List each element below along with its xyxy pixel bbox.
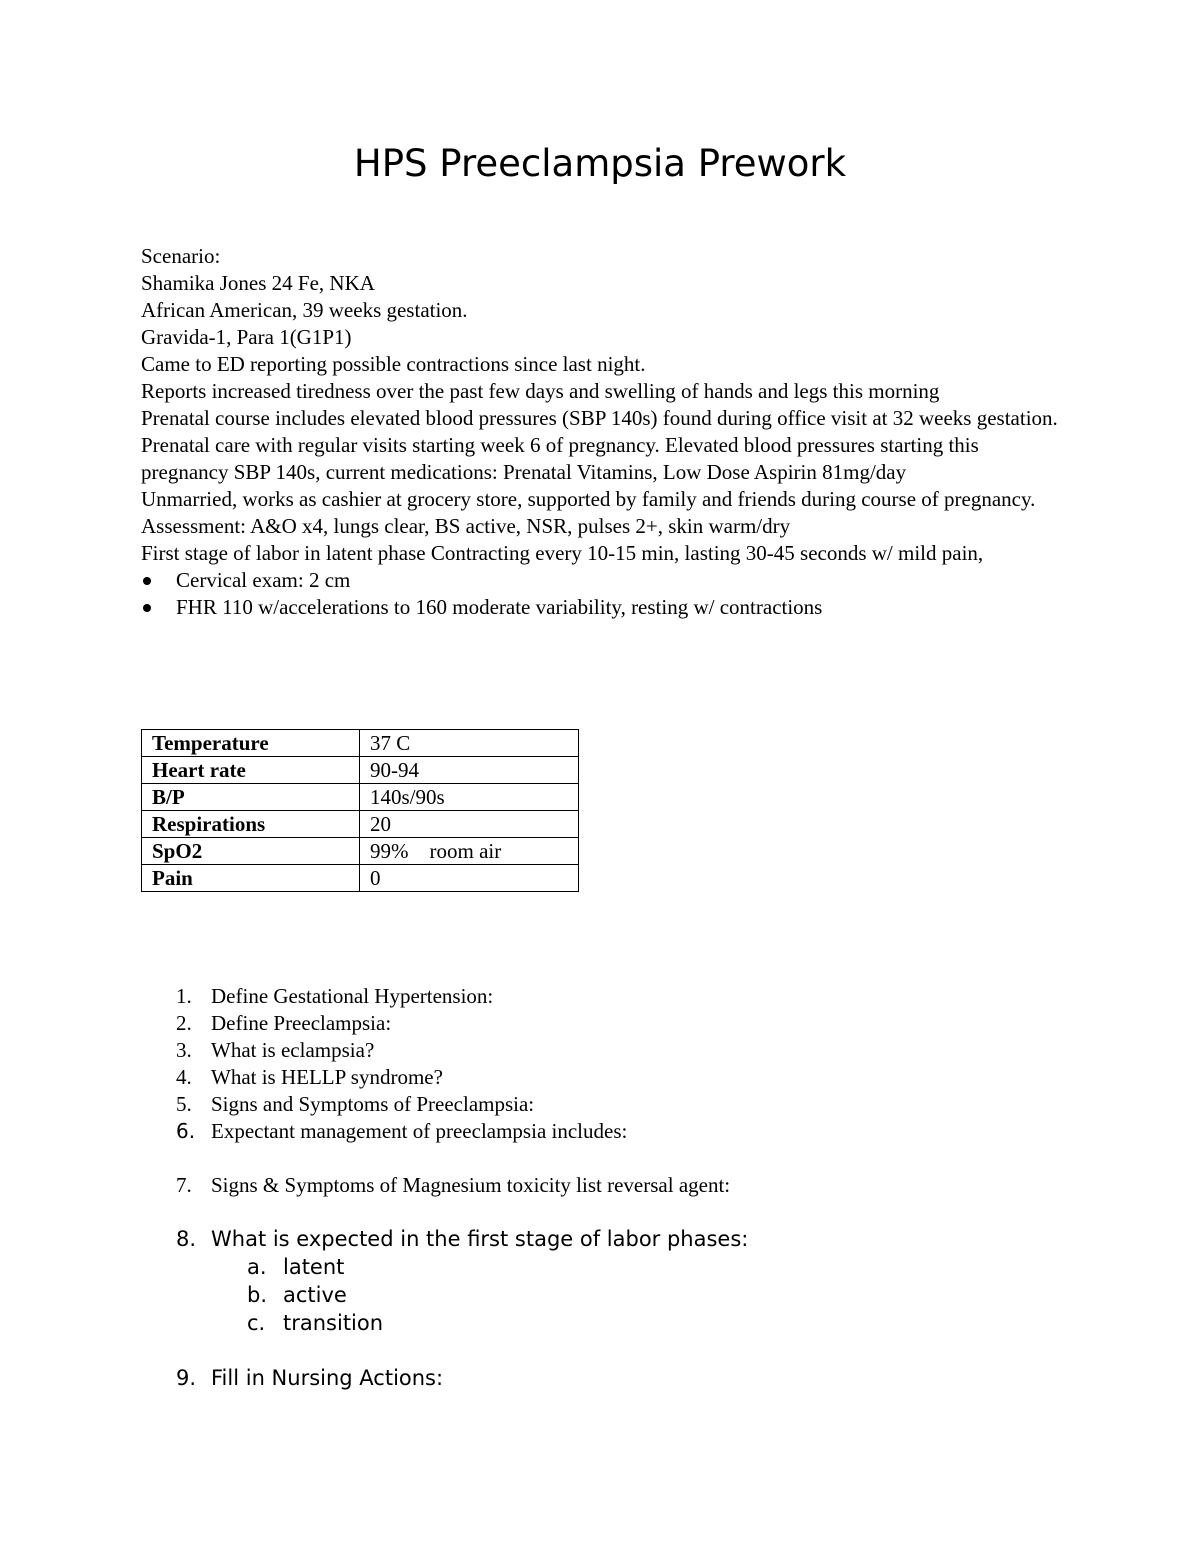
assessment-bullets: [141, 567, 1071, 621]
labor-phase-list: [211, 1253, 1076, 1337]
scenario-line: Gravida-1, Para 1(G1P1): [141, 325, 352, 349]
vital-label: B/P: [142, 784, 360, 811]
vital-value: 140s/90s: [360, 784, 579, 811]
phase-text: latent: [283, 1255, 345, 1279]
vital-label: Respirations: [142, 811, 360, 838]
scenario-line: Prenatal course includes elevated blood pressures (SBP 140s) found during office visit at 32 weeks gestation.: [141, 406, 1058, 430]
bullet-icon: [143, 577, 151, 585]
scenario-line: African American, 39 weeks gestation.: [141, 298, 468, 322]
list-item: [176, 1010, 1076, 1037]
phase-letter: c.: [247, 1311, 266, 1335]
bullet-text: FHR 110 w/accelerations to 160 moderate variability, resting w/ contractions: [176, 595, 823, 619]
vital-value: 20: [360, 811, 579, 838]
table-row: [142, 865, 579, 892]
list-item: [176, 1037, 1076, 1064]
phase-letter: a.: [247, 1255, 267, 1279]
scenario-line: Unmarried, works as cashier at grocery store, supported by family and friends during course of pregnancy.: [141, 487, 1036, 511]
question-text: Signs and Symptoms of Preeclampsia:: [211, 1092, 535, 1116]
scenario-line: Reports increased tiredness over the past few days and swelling of hands and legs this morning: [141, 379, 940, 403]
table-row: [142, 811, 579, 838]
scenario-line: Prenatal care with regular visits starting week 6 of pregnancy. Elevated blood pressures starting this pregnancy SBP 140s, current medications: Prenatal Vitamins, Low Dose Aspirin 81mg/day: [141, 433, 979, 484]
question-number: 2.: [176, 1011, 192, 1035]
question-text: What is HELLP syndrome?: [211, 1065, 443, 1089]
question-text: What is expected in the first stage of labor phases:: [211, 1227, 749, 1251]
phase-text: active: [283, 1283, 347, 1307]
list-item: [176, 1225, 1076, 1337]
question-list: [176, 983, 1076, 1392]
bullet-item: [141, 594, 1071, 621]
bullet-icon: [143, 604, 151, 612]
list-item: [176, 1172, 1076, 1199]
list-item: [176, 983, 1076, 1010]
list-item: [247, 1253, 1076, 1281]
question-number: 8.: [176, 1227, 197, 1251]
question-text: Expectant management of preeclampsia includes:: [211, 1119, 628, 1143]
bullet-text: Cervical exam: 2 cm: [176, 568, 351, 592]
table-row: [142, 757, 579, 784]
table-row: [142, 730, 579, 757]
question-text: What is eclampsia?: [211, 1038, 375, 1062]
list-spacer: [176, 1145, 1076, 1172]
list-item: [247, 1309, 1076, 1337]
table-row: [142, 784, 579, 811]
question-text: Signs & Symptoms of Magnesium toxicity list reversal agent:: [211, 1173, 731, 1197]
question-number: 4.: [176, 1065, 192, 1089]
list-item: [176, 1091, 1076, 1118]
vital-value: 0: [360, 865, 579, 892]
scenario-heading: Scenario:: [141, 244, 221, 268]
document-title: HPS Preeclampsia Prework: [353, 142, 847, 185]
scenario-line: Came to ED reporting possible contractions since last night.: [141, 352, 646, 376]
list-item: [176, 1064, 1076, 1091]
vital-value: 90-94: [360, 757, 579, 784]
scenario-line: First stage of labor in latent phase Contracting every 10-15 min, lasting 30-45 seconds w/ mild pain,: [141, 541, 984, 565]
vital-label: SpO2: [142, 838, 360, 865]
vitals-table: [141, 729, 579, 892]
list-spacer: [176, 1199, 1076, 1225]
question-number: 5.: [176, 1092, 192, 1116]
question-number: 3.: [176, 1038, 192, 1062]
question-text: Define Gestational Hypertension:: [211, 984, 494, 1008]
vital-value: 37 C: [360, 730, 579, 757]
question-number: 7.: [176, 1173, 192, 1197]
vital-label: Heart rate: [142, 757, 360, 784]
table-row: [142, 838, 579, 865]
question-number: 1.: [176, 984, 192, 1008]
question-text: Fill in Nursing Actions:: [211, 1366, 444, 1390]
question-number: 6.: [176, 1119, 196, 1143]
bullet-item: [141, 567, 1071, 594]
list-item: [247, 1281, 1076, 1309]
phase-letter: b.: [247, 1283, 268, 1307]
scenario-section: [141, 243, 1071, 621]
list-item: [176, 1118, 1076, 1145]
vital-label: Pain: [142, 865, 360, 892]
list-item: [176, 1364, 1076, 1392]
vital-label: Temperature: [142, 730, 360, 757]
list-spacer: [176, 1337, 1076, 1364]
scenario-line: Shamika Jones 24 Fe, NKA: [141, 271, 375, 295]
scenario-line: Assessment: A&O x4, lungs clear, BS active, NSR, pulses 2+, skin warm/dry: [141, 514, 791, 538]
vital-value: 99% room air: [360, 838, 579, 865]
question-number: 9.: [176, 1366, 197, 1390]
question-text: Define Preeclampsia:: [211, 1011, 392, 1035]
phase-text: transition: [283, 1311, 384, 1335]
